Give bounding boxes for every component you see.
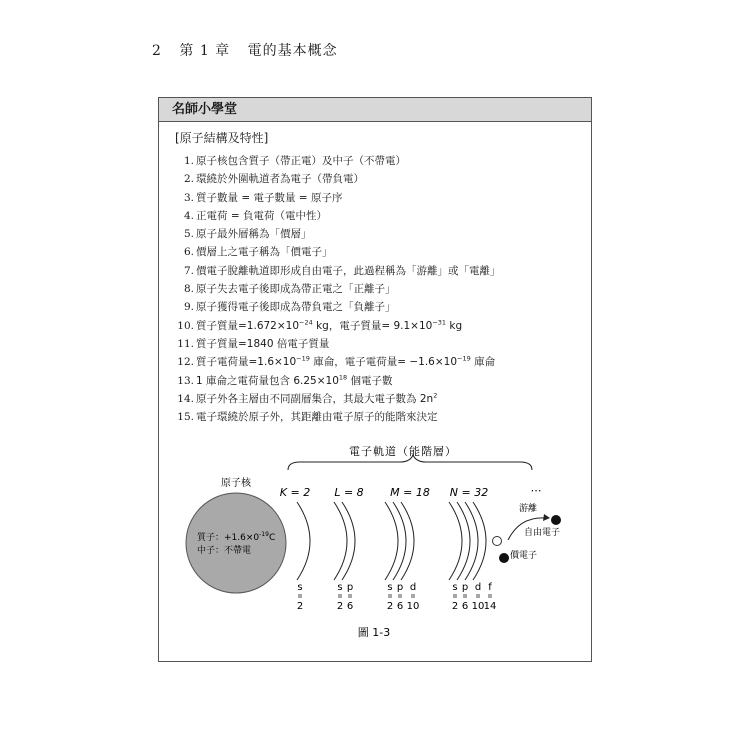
- item-number: 12.: [177, 356, 194, 369]
- section-title: [原子結構及特性]: [175, 131, 269, 145]
- valence-electron-dot: [499, 553, 509, 563]
- orbit-arc: [342, 502, 355, 580]
- nucleus-label: 原子核: [221, 478, 251, 489]
- exponent: 2: [433, 391, 438, 400]
- item-text: 環繞於外圍軌道者為電子（帶負電）: [196, 173, 364, 186]
- ionize-label: 游離: [518, 504, 538, 514]
- orbit-arc: [457, 502, 470, 580]
- item-number: 13.: [177, 374, 194, 387]
- subshell-count: 10: [406, 601, 420, 612]
- item-number: 3.: [183, 191, 194, 204]
- orbit-arc: [297, 502, 310, 580]
- shells-group: [280, 486, 497, 612]
- item-number: 10.: [177, 319, 194, 332]
- orbit-arc: [334, 502, 347, 580]
- orbit-arc: [465, 502, 478, 580]
- item-text: 1 庫侖之電荷量包含 6.25×10: [196, 374, 339, 387]
- chapter-number: 第 1 章: [179, 43, 231, 59]
- subshell-count: 10: [471, 601, 485, 612]
- figure-caption: 圖 1-3: [357, 626, 391, 639]
- nucleus-circle: [186, 493, 286, 593]
- subshell-letter: d: [474, 582, 482, 593]
- item-text: 原子最外層稱為「價層」: [196, 228, 312, 241]
- subshell-letter: d: [409, 582, 417, 593]
- orbit-title: 電子軌道（能階層）: [349, 445, 457, 458]
- item-text: 原子外各主層由不同副層集合，其最大電子數為 2n: [196, 392, 434, 405]
- item-number: 7.: [183, 264, 194, 277]
- subshell-count: 2: [336, 601, 344, 612]
- free-electron-dot: [551, 515, 561, 525]
- item-number: 5.: [183, 228, 194, 241]
- item-text: 庫侖: [470, 356, 496, 369]
- item-text: 質子質量=1840 倍電子質量: [196, 337, 330, 350]
- item-text: 電子環繞於原子外，其距離由電子原子的能階來決定: [196, 411, 438, 424]
- item-number: 11.: [177, 337, 194, 350]
- item-text: 價電子脫離軌道即形成自由電子，此過程稱為「游離」或「電離」: [196, 264, 501, 277]
- item-number: 4.: [183, 209, 194, 222]
- subshell-count: 2: [296, 601, 304, 612]
- item-number: 6.: [183, 246, 194, 259]
- item-text: 原子獲得電子後即成為帶負電之「負離子」: [196, 301, 396, 314]
- subshell-letter: f: [488, 582, 492, 593]
- item-number: 14.: [177, 392, 194, 405]
- exponent: −24: [299, 318, 313, 327]
- item-text: kg，電子質量= 9.1×10: [312, 319, 433, 332]
- item-text: 質子電荷量=1.6×10: [196, 356, 297, 369]
- ionize-arrowhead: [543, 514, 550, 521]
- orbit-arc: [385, 502, 398, 580]
- escaping-electron-hollow: [493, 537, 502, 546]
- subshell-letter: s: [337, 582, 343, 593]
- item-number: 15.: [177, 411, 194, 424]
- page-number: 2: [152, 43, 162, 59]
- item-text: 庫侖，電子電荷量= −1.6×10: [309, 356, 458, 369]
- item-text: 原子核包含質子（帶正電）及中子（不帶電）: [196, 155, 406, 167]
- exponent: −19: [296, 354, 310, 363]
- subshell-letter: p: [396, 582, 404, 593]
- subshell-letter: s: [452, 582, 458, 593]
- orbit-arc: [393, 502, 406, 580]
- item-text: kg: [446, 319, 463, 332]
- subshell-letter: p: [461, 582, 469, 593]
- exponent: −19: [457, 354, 471, 363]
- valence-electron-label: 價電子: [510, 551, 538, 561]
- subshell-count: 2: [451, 601, 459, 612]
- subshell-count: 14: [483, 601, 497, 612]
- subshell-letter: p: [346, 582, 354, 593]
- item-number: 1.: [183, 155, 194, 167]
- shell-label: M = 18: [390, 486, 430, 499]
- ellipsis-mark: ⋯: [530, 484, 542, 497]
- item-text: 正電荷 = 負電荷（電中性）: [196, 209, 327, 222]
- subshell-count: 6: [461, 601, 469, 612]
- proton-label: 質子：$+1.6\times 0^{-19}C$: [197, 531, 276, 543]
- subshell-count: 2: [386, 601, 394, 612]
- subshell-count: 6: [396, 601, 404, 612]
- item-number: 2.: [183, 173, 194, 186]
- item-text: 原子失去電子後即成為帶正電之「正離子」: [196, 283, 396, 296]
- item-number: 8.: [183, 283, 194, 296]
- shell-label: K = 2: [279, 486, 311, 499]
- orbit-arc: [449, 502, 462, 580]
- subshell-letter: s: [297, 582, 303, 593]
- shell-label: N = 32: [449, 486, 489, 499]
- free-electron-label: 自由電子: [523, 528, 561, 538]
- exponent: −31: [432, 318, 447, 327]
- item-text: 質子質量=1.672×10: [196, 319, 300, 332]
- item-number: 9.: [183, 301, 194, 314]
- neutron-label: 中子：不帶電: [197, 546, 252, 556]
- orbit-arc: [401, 502, 414, 580]
- item-text: 價層上之電子稱為「價電子」: [196, 246, 333, 259]
- box-title: 名師小學堂: [159, 98, 591, 122]
- exponent: 18: [338, 373, 348, 382]
- subshell-letter: s: [387, 582, 393, 593]
- subshell-count: 6: [346, 601, 354, 612]
- chapter-title: 電的基本概念: [247, 43, 338, 59]
- shell-label: L = 8: [334, 486, 364, 499]
- item-text: 個電子數: [347, 374, 393, 387]
- item-text: 質子數量 = 電子數量 = 原子序: [196, 191, 343, 204]
- orbit-arc: [473, 502, 486, 580]
